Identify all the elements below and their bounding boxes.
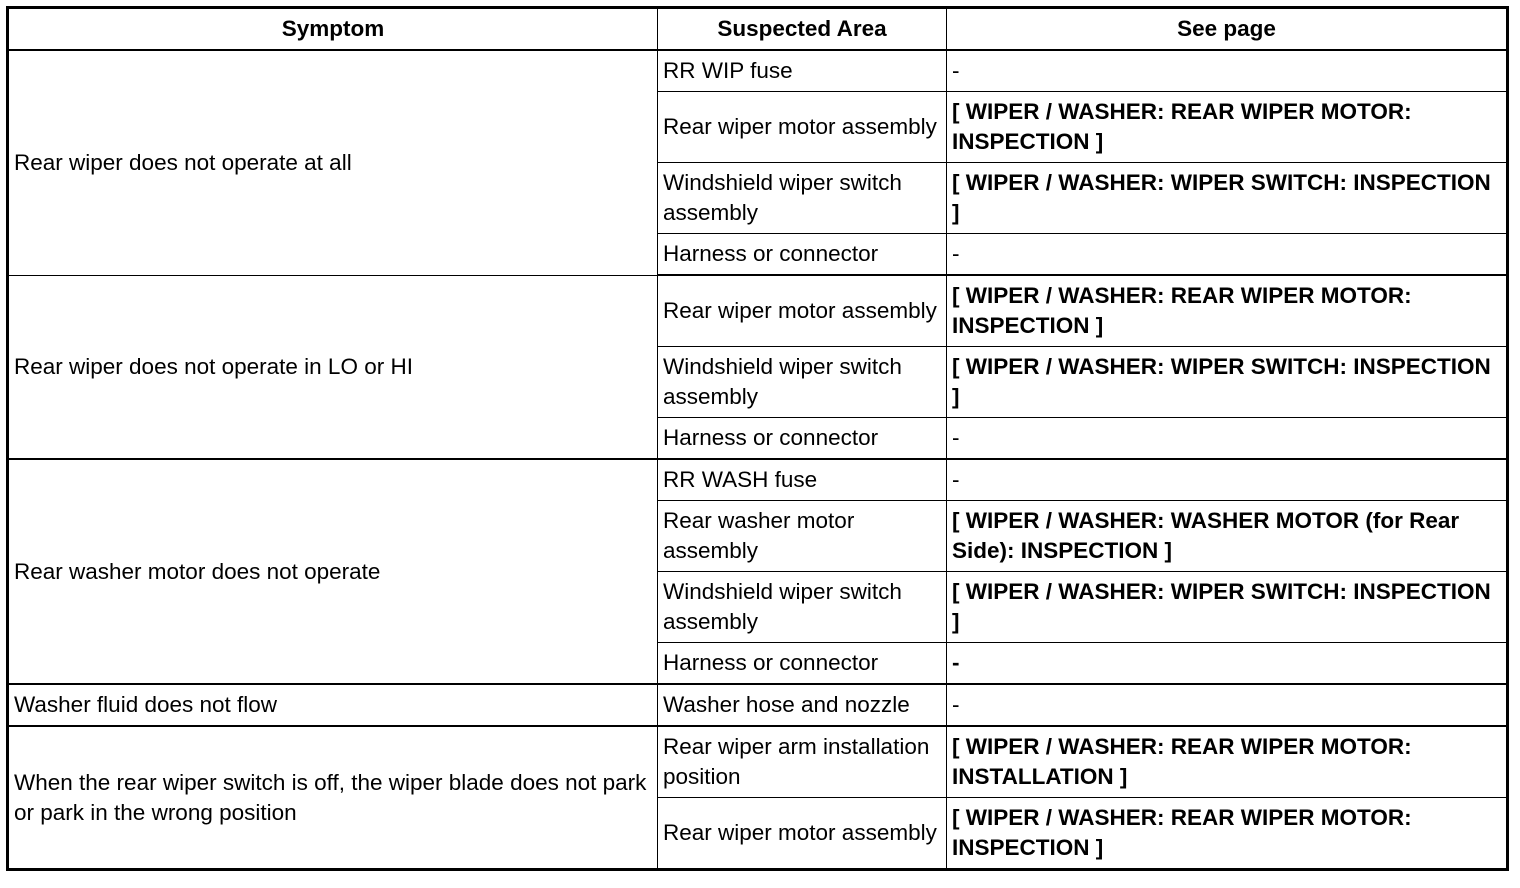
header-symptom: Symptom [8, 8, 658, 51]
see-page-link[interactable]: [ WIPER / WASHER: WIPER SWITCH: INSPECTION ] [947, 163, 1508, 234]
symptom-table [6, 6, 1509, 871]
suspected-area-cell: RR WASH fuse [658, 459, 947, 501]
suspected-area-cell: Harness or connector [658, 418, 947, 460]
suspected-area-cell: Windshield wiper switch assembly [658, 572, 947, 643]
see-page-link[interactable]: [ WIPER / WASHER: REAR WIPER MOTOR: INSPECTION ] [947, 798, 1508, 870]
suspected-area-cell: Windshield wiper switch assembly [658, 163, 947, 234]
table-row [8, 275, 1508, 347]
symptom-cell: Rear wiper does not operate at all [8, 50, 658, 275]
suspected-area-cell: Washer hose and nozzle [658, 684, 947, 726]
suspected-area-cell: Harness or connector [658, 643, 947, 685]
suspected-area-cell: Windshield wiper switch assembly [658, 347, 947, 418]
suspected-area-cell: Rear washer motor assembly [658, 501, 947, 572]
suspected-area-cell: Rear wiper motor assembly [658, 275, 947, 347]
table-row [8, 684, 1508, 726]
see-page-link[interactable]: [ WIPER / WASHER: WIPER SWITCH: INSPECTION ] [947, 572, 1508, 643]
symptom-cell: Rear washer motor does not operate [8, 459, 658, 684]
table-row [8, 726, 1508, 798]
see-page-cell: - [947, 459, 1508, 501]
suspected-area-cell: Rear wiper arm installation position [658, 726, 947, 798]
see-page-link[interactable]: [ WIPER / WASHER: WIPER SWITCH: INSPECTION ] [947, 347, 1508, 418]
header-suspected-area: Suspected Area [658, 8, 947, 51]
document-page [6, 6, 1506, 871]
see-page-cell: - [947, 643, 1508, 685]
see-page-cell: - [947, 418, 1508, 460]
see-page-cell: - [947, 234, 1508, 276]
symptom-cell: Rear wiper does not operate in LO or HI [8, 275, 658, 459]
table-row [8, 459, 1508, 501]
suspected-area-cell: Rear wiper motor assembly [658, 798, 947, 870]
see-page-link[interactable]: [ WIPER / WASHER: REAR WIPER MOTOR: INSPECTION ] [947, 275, 1508, 347]
symptom-cell: When the rear wiper switch is off, the wiper blade does not park or park in the wrong position [8, 726, 658, 870]
see-page-link[interactable]: [ WIPER / WASHER: REAR WIPER MOTOR: INSPECTION ] [947, 92, 1508, 163]
see-page-link[interactable]: [ WIPER / WASHER: WASHER MOTOR (for Rear Side): INSPECTION ] [947, 501, 1508, 572]
suspected-area-cell: Rear wiper motor assembly [658, 92, 947, 163]
symptom-cell: Washer fluid does not flow [8, 684, 658, 726]
header-row [8, 8, 1508, 51]
see-page-cell: - [947, 50, 1508, 92]
table-row [8, 50, 1508, 92]
see-page-link[interactable]: [ WIPER / WASHER: REAR WIPER MOTOR: INSTALLATION ] [947, 726, 1508, 798]
see-page-cell: - [947, 684, 1508, 726]
header-see-page: See page [947, 8, 1508, 51]
suspected-area-cell: Harness or connector [658, 234, 947, 276]
suspected-area-cell: RR WIP fuse [658, 50, 947, 92]
